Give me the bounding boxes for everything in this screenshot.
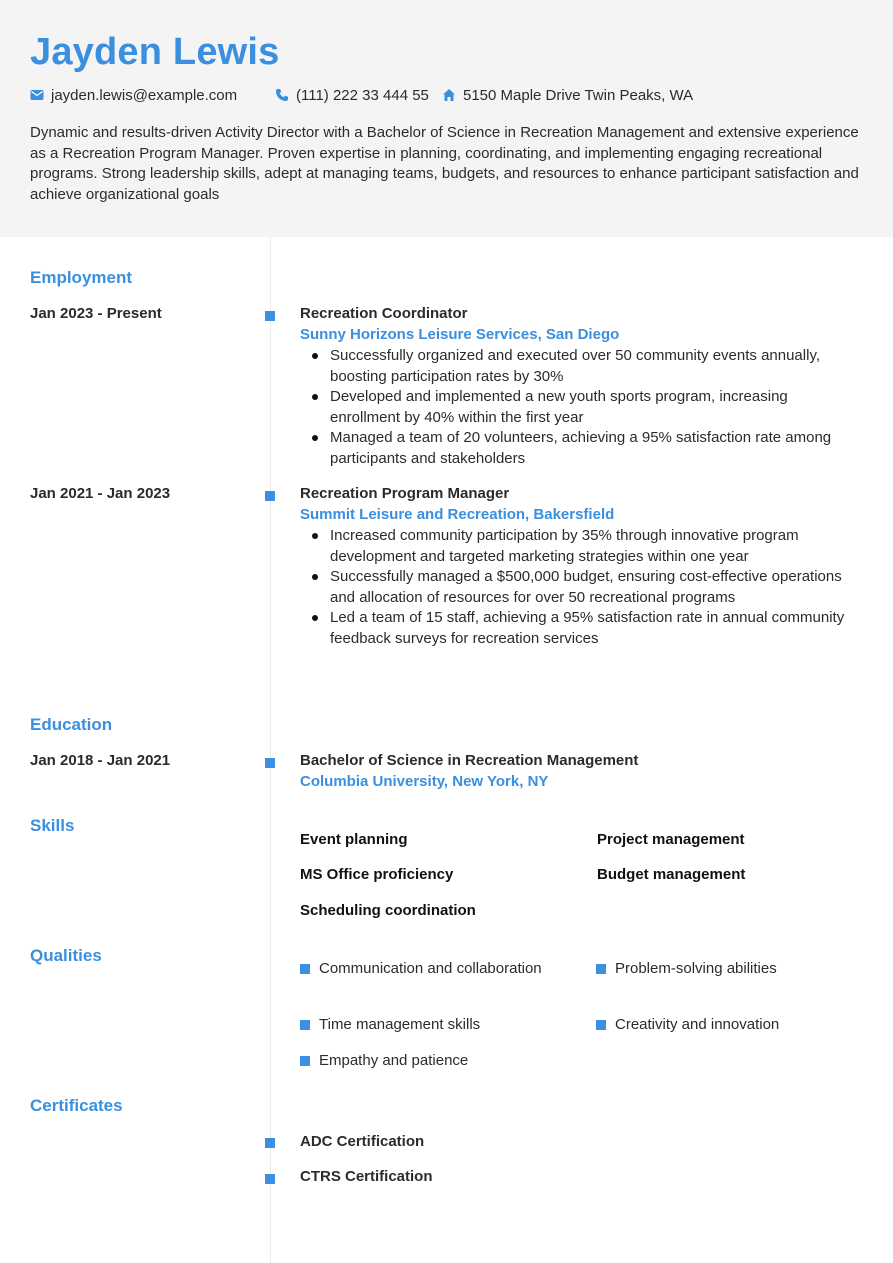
address-contact <box>442 85 693 105</box>
header <box>0 0 893 237</box>
phone-text: (111) 222 33 444 55 <box>296 86 429 104</box>
job-bullet: Increased community participation by 35% through innovative program development and targeted marketing strategies within one year <box>300 526 860 567</box>
quality-item <box>596 959 866 980</box>
job-bullets <box>300 526 860 650</box>
timeline-marker <box>265 1174 275 1184</box>
job-company: Sunny Horizons Leisure Services, San Diego <box>300 326 620 343</box>
timeline-marker <box>265 758 275 768</box>
quality-text: Empathy and patience <box>319 1052 469 1069</box>
profile-summary: Dynamic and results-driven Activity Director with a Bachelor of Science in Recreation Management and extensive experience as a Recreation Program Manager. Proven expertise in planning, coordinating, and implementing engaging recreational programs. Strong leadership skills, adept at managing teams, budgets, and resources to enhance participant satisfaction and achieve organizational goals <box>30 124 859 203</box>
quality-text: Communication and collaboration <box>319 960 542 977</box>
quality-item <box>300 1015 570 1036</box>
phone-icon <box>275 88 289 102</box>
section-title-education: Education <box>30 715 113 734</box>
phone-contact[interactable] <box>275 85 429 105</box>
square-bullet-icon <box>596 964 606 974</box>
email-contact[interactable] <box>30 85 237 105</box>
skill-item: Budget management <box>597 866 746 883</box>
home-icon <box>442 88 456 102</box>
job-bullet: Successfully managed a $500,000 budget, ensuring cost-effective operations and allocation of resources for over 50 recreational programs <box>300 567 860 608</box>
email-text: jayden.lewis@example.com <box>51 86 238 104</box>
square-bullet-icon <box>596 1020 606 1030</box>
education-dates: Jan 2018 - Jan 2021 <box>30 752 171 769</box>
square-bullet-icon <box>300 1056 310 1066</box>
timeline-marker <box>265 1138 275 1148</box>
square-bullet-icon <box>300 1020 310 1030</box>
job-title: Recreation Program Manager <box>300 485 510 502</box>
degree-title: Bachelor of Science in Recreation Management <box>300 752 639 769</box>
job-dates: Jan 2021 - Jan 2023 <box>30 485 171 502</box>
quality-text: Creativity and innovation <box>615 1016 780 1033</box>
candidate-name: Jayden Lewis <box>30 31 280 73</box>
section-title-employment: Employment <box>30 268 133 287</box>
school-name: Columbia University, New York, NY <box>300 773 549 790</box>
skill-item: Project management <box>597 831 745 848</box>
quality-item <box>300 959 570 980</box>
job-title: Recreation Coordinator <box>300 305 468 322</box>
skill-item: Event planning <box>300 831 408 848</box>
quality-text: Problem-solving abilities <box>615 960 777 977</box>
skill-item: MS Office proficiency <box>300 866 454 883</box>
quality-item <box>300 1051 570 1072</box>
job-bullet: Managed a team of 20 volunteers, achieving a 95% satisfaction rate among participants and stakeholders <box>300 428 860 469</box>
job-company: Summit Leisure and Recreation, Bakersfield <box>300 506 615 523</box>
job-bullet: Developed and implemented a new youth sports program, increasing enrollment by 40% within the first year <box>300 387 860 428</box>
timeline-divider <box>270 237 271 1263</box>
certificate-item: CTRS Certification <box>300 1168 433 1185</box>
job-bullet: Led a team of 15 staff, achieving a 95% satisfaction rate in annual community feedback surveys for recreation services <box>300 608 860 649</box>
skill-item: Scheduling coordination <box>300 902 476 919</box>
section-title-qualities: Qualities <box>30 946 102 965</box>
timeline-marker <box>265 491 275 501</box>
certificate-item: ADC Certification <box>300 1133 425 1150</box>
job-dates: Jan 2023 - Present <box>30 305 162 322</box>
section-title-skills: Skills <box>30 816 75 835</box>
job-bullets <box>300 346 860 470</box>
quality-item <box>596 1015 866 1036</box>
square-bullet-icon <box>300 964 310 974</box>
quality-text: Time management skills <box>319 1016 481 1033</box>
mail-icon <box>30 88 44 102</box>
timeline-marker <box>265 311 275 321</box>
address-text: 5150 Maple Drive Twin Peaks, WA <box>463 86 694 104</box>
job-bullet: Successfully organized and executed over 50 community events annually, boosting participation rates by 30% <box>300 346 860 387</box>
section-title-certificates: Certificates <box>30 1096 123 1115</box>
